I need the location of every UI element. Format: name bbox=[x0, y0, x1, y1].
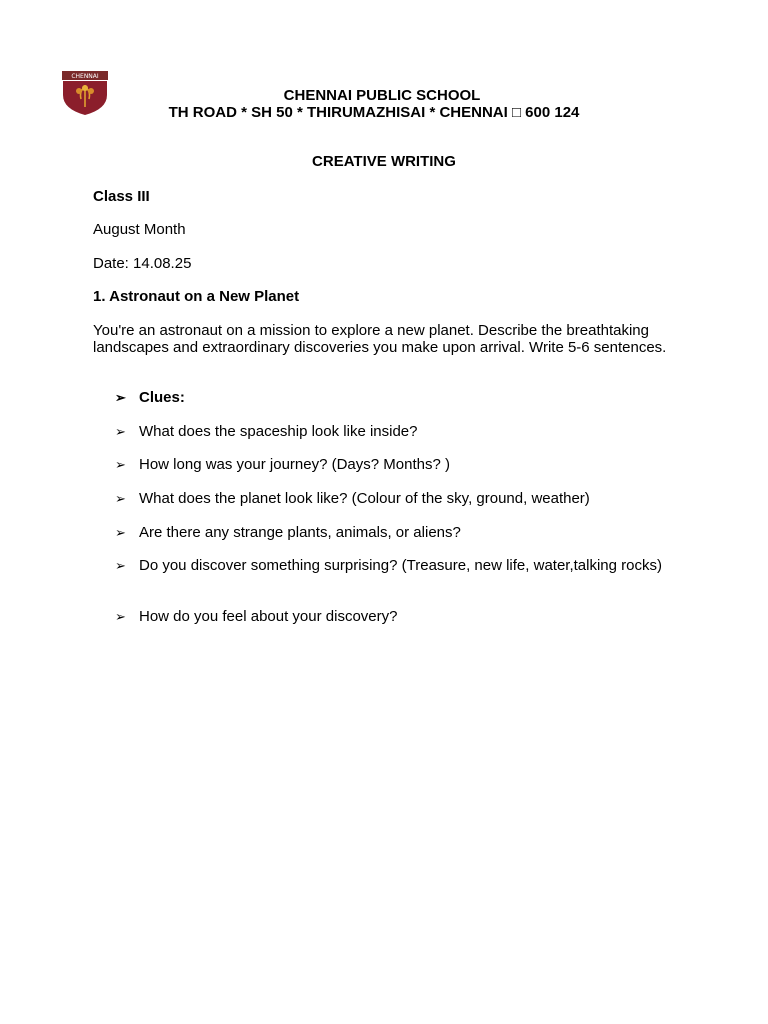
month-label: August Month bbox=[93, 221, 186, 238]
list-item bbox=[93, 456, 683, 473]
page-title: CREATIVE WRITING bbox=[312, 153, 456, 170]
list-item bbox=[93, 490, 683, 507]
arrow-bullet-icon: ➢ bbox=[115, 491, 126, 506]
school-name: CHENNAI PUBLIC SCHOOL bbox=[283, 87, 481, 104]
class-label: Class III bbox=[93, 188, 150, 205]
arrow-bullet-icon: ➢ bbox=[115, 457, 126, 472]
clue-text: How long was your journey? (Days? Months? ) bbox=[139, 456, 450, 473]
list-item bbox=[93, 557, 683, 574]
school-address: TH ROAD * SH 50 * THIRUMAZHISAI * CHENNAI □ 600 124 bbox=[168, 104, 580, 121]
clue-text: What does the planet look like? (Colour of the sky, ground, weather) bbox=[139, 490, 590, 507]
arrow-bullet-icon: ➢ bbox=[115, 424, 126, 439]
arrow-bullet-icon: ➢ bbox=[115, 390, 126, 405]
clues-heading bbox=[93, 389, 683, 406]
list-item bbox=[93, 524, 683, 541]
list-item bbox=[93, 608, 683, 625]
svg-text:CHENNAI: CHENNAI bbox=[71, 73, 99, 80]
arrow-bullet-icon: ➢ bbox=[115, 558, 126, 573]
clues-label: Clues: bbox=[139, 389, 185, 406]
writing-prompt: You're an astronaut on a mission to explore a new planet. Describe the breathtaking landscapes and extraordinary discoveries you make upon arrival. Write 5-6 sentences. bbox=[93, 322, 667, 356]
clue-text: Do you discover something surprising? (Treasure, new life, water,talking rocks) bbox=[139, 557, 662, 574]
list-item bbox=[93, 423, 683, 440]
arrow-bullet-icon: ➢ bbox=[115, 525, 126, 540]
clue-text: Are there any strange plants, animals, or aliens? bbox=[139, 524, 461, 541]
date-label: Date: 14.08.25 bbox=[93, 255, 192, 272]
question-title: 1. Astronaut on a New Planet bbox=[93, 288, 300, 305]
clue-text: What does the spaceship look like inside? bbox=[139, 423, 418, 440]
clue-text: How do you feel about your discovery? bbox=[139, 608, 398, 625]
arrow-bullet-icon: ➢ bbox=[115, 609, 126, 624]
